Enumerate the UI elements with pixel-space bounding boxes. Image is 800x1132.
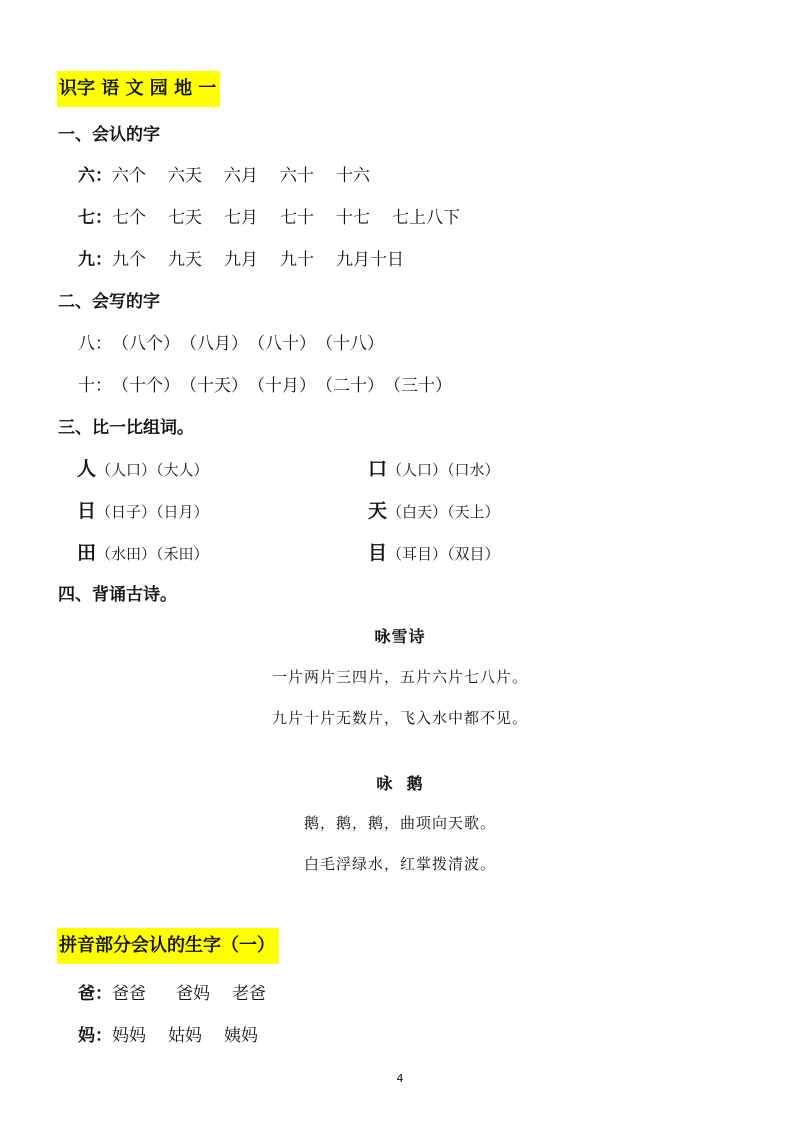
row-key: 八： bbox=[78, 334, 112, 354]
recognize-row-qi bbox=[78, 203, 482, 228]
poem-title: 咏 鹅 bbox=[376, 774, 424, 793]
recognize-row-liu bbox=[78, 161, 392, 186]
compare-key: 人 bbox=[77, 458, 97, 480]
word-item: 爸妈 bbox=[176, 984, 210, 1004]
section-title-write: 二、会写的字 bbox=[58, 292, 160, 312]
lesson-heading: 识字 语 文 园 地 一 bbox=[57, 71, 220, 107]
word-item: 七上八下 bbox=[392, 208, 460, 228]
word-item: 六十 bbox=[280, 166, 314, 186]
compare-key: 口 bbox=[368, 458, 388, 480]
word-item: 姑妈 bbox=[168, 1026, 202, 1046]
pinyin-row-ba bbox=[78, 979, 288, 1004]
compare-item-tian-field bbox=[77, 538, 209, 565]
row-key: 七： bbox=[78, 208, 112, 228]
row-key: 六： bbox=[78, 166, 112, 186]
word-item: （八个） bbox=[112, 334, 180, 354]
compare-item-ren bbox=[77, 454, 209, 481]
word-item: 十六 bbox=[336, 166, 370, 186]
poem-line: 九片十片无数片，飞入水中都不见。 bbox=[271, 709, 528, 727]
compare-key: 日 bbox=[77, 500, 97, 522]
compare-words: （耳目）（双目） bbox=[387, 545, 500, 563]
pinyin-heading: 拼音部分会认的生字（一） bbox=[57, 928, 279, 964]
word-item: （八月） bbox=[180, 334, 248, 354]
word-item: （十天） bbox=[180, 376, 248, 396]
row-key: 九： bbox=[78, 250, 112, 270]
word-item: 九月十日 bbox=[336, 250, 404, 270]
compare-item-tian bbox=[368, 496, 500, 523]
word-item: 姨妈 bbox=[224, 1026, 258, 1046]
word-item: （三十） bbox=[384, 376, 452, 396]
word-item: （二十） bbox=[316, 376, 384, 396]
word-item: （十个） bbox=[112, 376, 180, 396]
section-title-compare: 三、比一比组词。 bbox=[58, 418, 194, 438]
compare-item-ri bbox=[77, 496, 209, 523]
word-item: 九个 bbox=[112, 250, 146, 270]
word-item: 六天 bbox=[168, 166, 202, 186]
poem-line: 鹅，鹅，鹅，曲项向天歌。 bbox=[303, 814, 496, 832]
write-row-ba bbox=[78, 329, 384, 354]
compare-item-kou bbox=[368, 454, 500, 481]
compare-item-mu bbox=[368, 538, 500, 565]
section-title-recognize: 一、会认的字 bbox=[58, 125, 160, 145]
pinyin-row-ma bbox=[78, 1021, 280, 1046]
word-item: 九月 bbox=[224, 250, 258, 270]
poem-title: 咏雪诗 bbox=[374, 627, 426, 646]
word-item: （十八） bbox=[316, 334, 384, 354]
word-item: 六个 bbox=[112, 166, 146, 186]
word-item: 老爸 bbox=[232, 984, 266, 1004]
word-item: 七月 bbox=[224, 208, 258, 228]
compare-words: （人口）（口水） bbox=[387, 461, 500, 479]
word-item: 九天 bbox=[168, 250, 202, 270]
compare-words: （白天）（天上） bbox=[387, 503, 500, 521]
word-item: 爸爸 bbox=[112, 984, 146, 1004]
word-item: 七个 bbox=[112, 208, 146, 228]
word-item: 妈妈 bbox=[112, 1026, 146, 1046]
compare-key: 田 bbox=[77, 542, 97, 564]
word-item: 六月 bbox=[224, 166, 258, 186]
compare-words: （水田）（禾田） bbox=[96, 545, 209, 563]
word-item: （八十） bbox=[248, 334, 316, 354]
write-row-shi bbox=[78, 371, 452, 396]
compare-words: （人口）（大人） bbox=[96, 461, 209, 479]
word-item: （十月） bbox=[248, 376, 316, 396]
page-number: 4 bbox=[396, 1072, 404, 1085]
compare-words: （日子）（日月） bbox=[96, 503, 209, 521]
word-item: 九十 bbox=[280, 250, 314, 270]
row-key: 爸： bbox=[78, 984, 112, 1004]
word-item: 十七 bbox=[336, 208, 370, 228]
word-item: 七十 bbox=[280, 208, 314, 228]
poem-line: 白毛浮绿水，红掌拨清波。 bbox=[303, 855, 496, 873]
row-key: 十： bbox=[78, 376, 112, 396]
section-title-poems: 四、背诵古诗。 bbox=[58, 585, 177, 605]
compare-key: 目 bbox=[368, 542, 388, 564]
row-key: 妈： bbox=[78, 1026, 112, 1046]
compare-key: 天 bbox=[368, 500, 388, 522]
poem-line: 一片两片三四片，五片六片七八片。 bbox=[271, 668, 528, 686]
recognize-row-jiu bbox=[78, 245, 426, 270]
word-item: 七天 bbox=[168, 208, 202, 228]
